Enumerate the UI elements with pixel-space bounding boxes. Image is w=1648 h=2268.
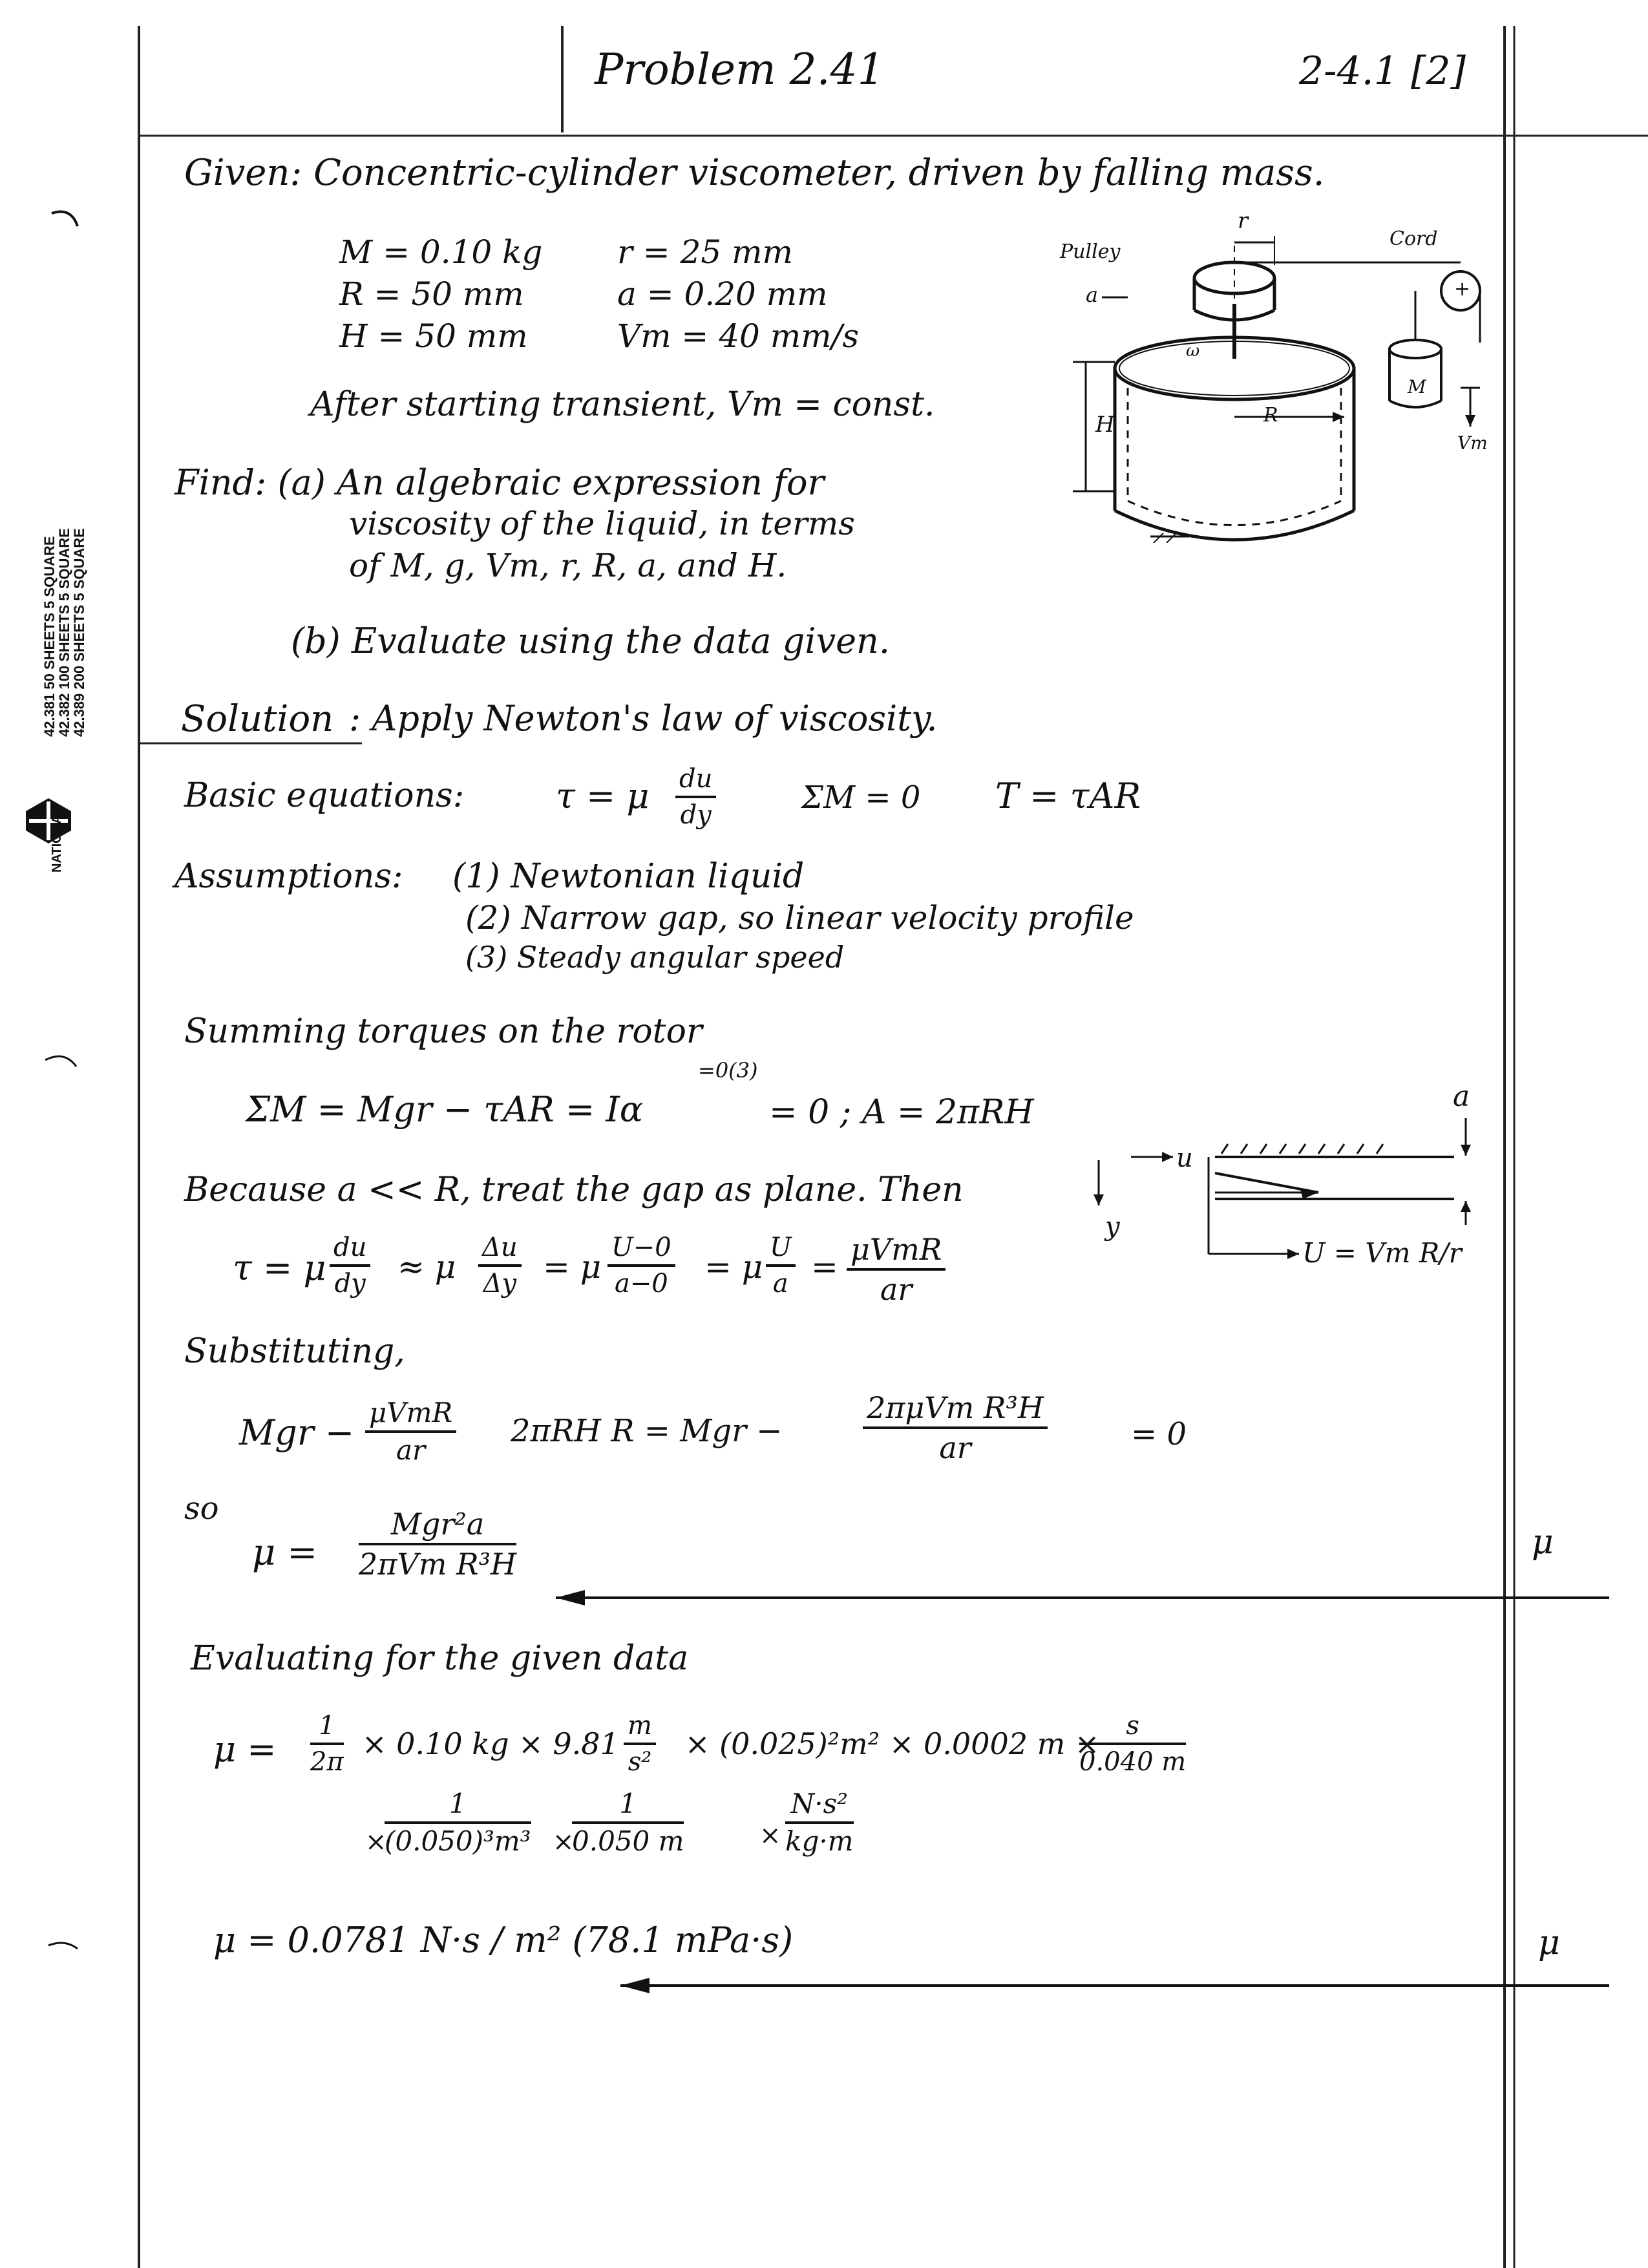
tau-frac-2-den: Δy — [483, 1269, 517, 1298]
given-radius-small: r = 25 mm — [617, 233, 793, 271]
tau-frac-2 — [478, 1235, 522, 1297]
tau-frac-1 — [330, 1235, 370, 1297]
figure-a-label: a — [1086, 282, 1099, 307]
basic-eq1-den: dy — [680, 800, 712, 830]
basic-eq2: ΣM = 0 — [801, 779, 921, 816]
answer-mark-1: μ — [1532, 1523, 1554, 1562]
sub-frac-2-den: ar — [939, 1430, 971, 1465]
torque-rest: = 0 ; A = 2πRH — [769, 1093, 1034, 1132]
so-label: so — [184, 1490, 219, 1527]
mu-fraction — [359, 1507, 517, 1582]
eval2-frac-1-den: (0.050)³m³ — [385, 1825, 531, 1857]
tau-start: τ = μ — [233, 1247, 326, 1288]
given-statement: Given: Concentric-cylinder viscometer, driven by falling mass. — [184, 152, 1325, 194]
eval-frac-1-den: s² — [628, 1747, 652, 1777]
solution-text: : Apply Newton's law of viscosity. — [349, 698, 938, 739]
eval-mu: μ = — [213, 1729, 277, 1770]
figure-mass-label: M — [1408, 376, 1426, 397]
velocity-u-label: u — [1176, 1143, 1193, 1173]
find-b: (b) Evaluate using the data given. — [291, 620, 890, 661]
eval-frac-1 — [624, 1713, 656, 1775]
figure-pulley-label: Pulley — [1060, 240, 1121, 263]
figure-R-label: R — [1263, 404, 1278, 427]
figure-r-label: r — [1238, 208, 1249, 234]
tau-frac-3-den: a−0 — [614, 1269, 668, 1298]
figure-H-label: H — [1095, 412, 1115, 438]
eval-frac-2-den: 0.040 m — [1079, 1747, 1187, 1777]
problem-code: 2-4.1 [2] — [1299, 48, 1466, 94]
margin-line-1: 42.381 50 SHEETS 5 SQUARE — [41, 536, 58, 737]
basic-eq3: T = τAR — [995, 776, 1141, 816]
problem-title: Problem 2.41 — [595, 45, 885, 94]
basic-eq1-num: du — [675, 766, 716, 798]
sub-mid: 2πRH R = Mgr − — [511, 1413, 783, 1449]
eval-mid: × 0.10 kg × 9.81 — [362, 1726, 619, 1761]
figure-vm-label: Vm — [1457, 432, 1488, 454]
eval2-x3: × — [759, 1821, 781, 1850]
tau-frac-5 — [847, 1232, 945, 1307]
eval2-frac-2 — [572, 1790, 684, 1855]
velocity-U-label: U = Vm R/r — [1302, 1237, 1462, 1269]
given-radius-big: R = 50 mm — [339, 275, 524, 313]
tau-frac-2-num: Δu — [478, 1235, 522, 1267]
torque-text: Summing torques on the rotor — [184, 1012, 703, 1051]
figure-plus-label: + — [1454, 278, 1471, 301]
given-velocity: Vm = 40 mm/s — [617, 317, 860, 355]
eval-frac-0 — [310, 1713, 344, 1775]
tau-approx: ≈ μ — [397, 1248, 456, 1286]
solution-label: Solution — [181, 698, 334, 740]
sub-frac-1-num: μVmR — [365, 1399, 456, 1433]
sub-end: = 0 — [1131, 1416, 1187, 1452]
tau-frac-3-num: U−0 — [607, 1235, 675, 1267]
mu-fraction-den: 2πVm R³H — [359, 1547, 517, 1582]
tau-frac-5-num: μVmR — [847, 1235, 945, 1271]
figure-cord-label: Cord — [1389, 228, 1438, 250]
substituting-label: Substituting, — [184, 1332, 405, 1371]
eval2-frac-1-num: 1 — [385, 1790, 531, 1824]
assumptions-label: Assumptions: — [174, 857, 403, 896]
eval2-x: × — [365, 1827, 387, 1857]
because-text: Because a << R, treat the gap as plane. Then — [184, 1171, 964, 1209]
eval2-frac-3-num: N·s² — [785, 1790, 854, 1824]
find-a-line-2: viscosity of the liquid, in terms — [349, 505, 855, 542]
tau-approx2: = μ — [704, 1248, 763, 1286]
basic-equations-label: Basic equations: — [184, 776, 465, 815]
margin-line-2: 42.382 100 SHEETS 5 SQUARE — [56, 528, 73, 737]
sub-start: Mgr − — [239, 1412, 355, 1453]
given-height: H = 50 mm — [339, 317, 528, 355]
assumption-2: (2) Narrow gap, so linear velocity profile — [465, 899, 1134, 937]
tau-frac-3 — [607, 1235, 675, 1297]
torque-note: =0(3) — [698, 1058, 758, 1083]
final-result: μ = 0.0781 N·s / m² (78.1 mPa·s) — [213, 1920, 794, 1960]
tau-frac-1-num: du — [330, 1235, 370, 1267]
given-note: After starting transient, Vm = const. — [310, 385, 935, 424]
eval-frac-0-num: 1 — [310, 1713, 344, 1745]
tau-frac-5-den: ar — [880, 1272, 913, 1307]
given-mass: M = 0.10 kg — [339, 233, 543, 271]
mu-start: μ = — [252, 1532, 318, 1574]
basic-eq1-fraction — [675, 766, 716, 828]
figure-omega-label: ω — [1186, 341, 1200, 361]
find-a-line-1: Find: (a) An algebraic expression for — [174, 462, 825, 503]
eval-frac-1-num: m — [624, 1713, 656, 1745]
tau-frac-4 — [766, 1235, 796, 1297]
evaluating-label: Evaluating for the given data — [191, 1639, 689, 1678]
mu-fraction-num: Mgr²a — [359, 1509, 516, 1545]
tau-eq3: = — [811, 1248, 838, 1286]
national-brand: NATIONAL — [50, 807, 64, 873]
eval2-frac-2-den: 0.050 m — [572, 1825, 684, 1857]
assumption-3: (3) Steady angular speed — [465, 940, 845, 975]
sub-frac-2 — [863, 1390, 1048, 1465]
eval2-frac-3-den: kg·m — [785, 1825, 854, 1857]
national-logo — [19, 792, 78, 863]
torque-equation: ΣM = Mgr − τAR = Iα — [246, 1089, 644, 1130]
tau-frac-4-den: a — [772, 1269, 788, 1298]
eval-mid2: × (0.025)²m² × 0.0002 m × — [685, 1726, 1100, 1761]
margin-sheet-info — [42, 528, 87, 737]
eval-frac-0-den: 2π — [310, 1747, 344, 1777]
eval-frac-2 — [1079, 1713, 1186, 1775]
eval-frac-2-num: s — [1079, 1713, 1186, 1745]
basic-eq1-left: τ = μ — [556, 776, 650, 816]
find-a-line-3: of M, g, Vm, r, R, a, and H. — [349, 547, 787, 584]
assumption-1: (1) Newtonian liquid — [452, 857, 805, 896]
tau-eq2: = μ — [543, 1248, 602, 1286]
answer-mark-2: μ — [1538, 1924, 1560, 1962]
margin-line-3: 42.389 200 SHEETS 5 SQUARE — [71, 528, 88, 737]
velocity-y-label: y — [1105, 1212, 1120, 1242]
sub-frac-1-den: ar — [396, 1434, 426, 1466]
eval2-frac-3 — [785, 1790, 854, 1855]
tau-frac-4-num: U — [766, 1235, 796, 1267]
eval2-x2: × — [553, 1827, 575, 1857]
sub-frac-2-num: 2πμVm R³H — [863, 1393, 1048, 1429]
velocity-a-label: a — [1453, 1080, 1470, 1113]
tau-frac-1-den: dy — [334, 1269, 366, 1298]
sub-frac-1 — [365, 1399, 456, 1464]
eval2-frac-1 — [385, 1790, 531, 1855]
given-gap: a = 0.20 mm — [617, 275, 828, 313]
eval2-frac-2-num: 1 — [572, 1790, 684, 1824]
